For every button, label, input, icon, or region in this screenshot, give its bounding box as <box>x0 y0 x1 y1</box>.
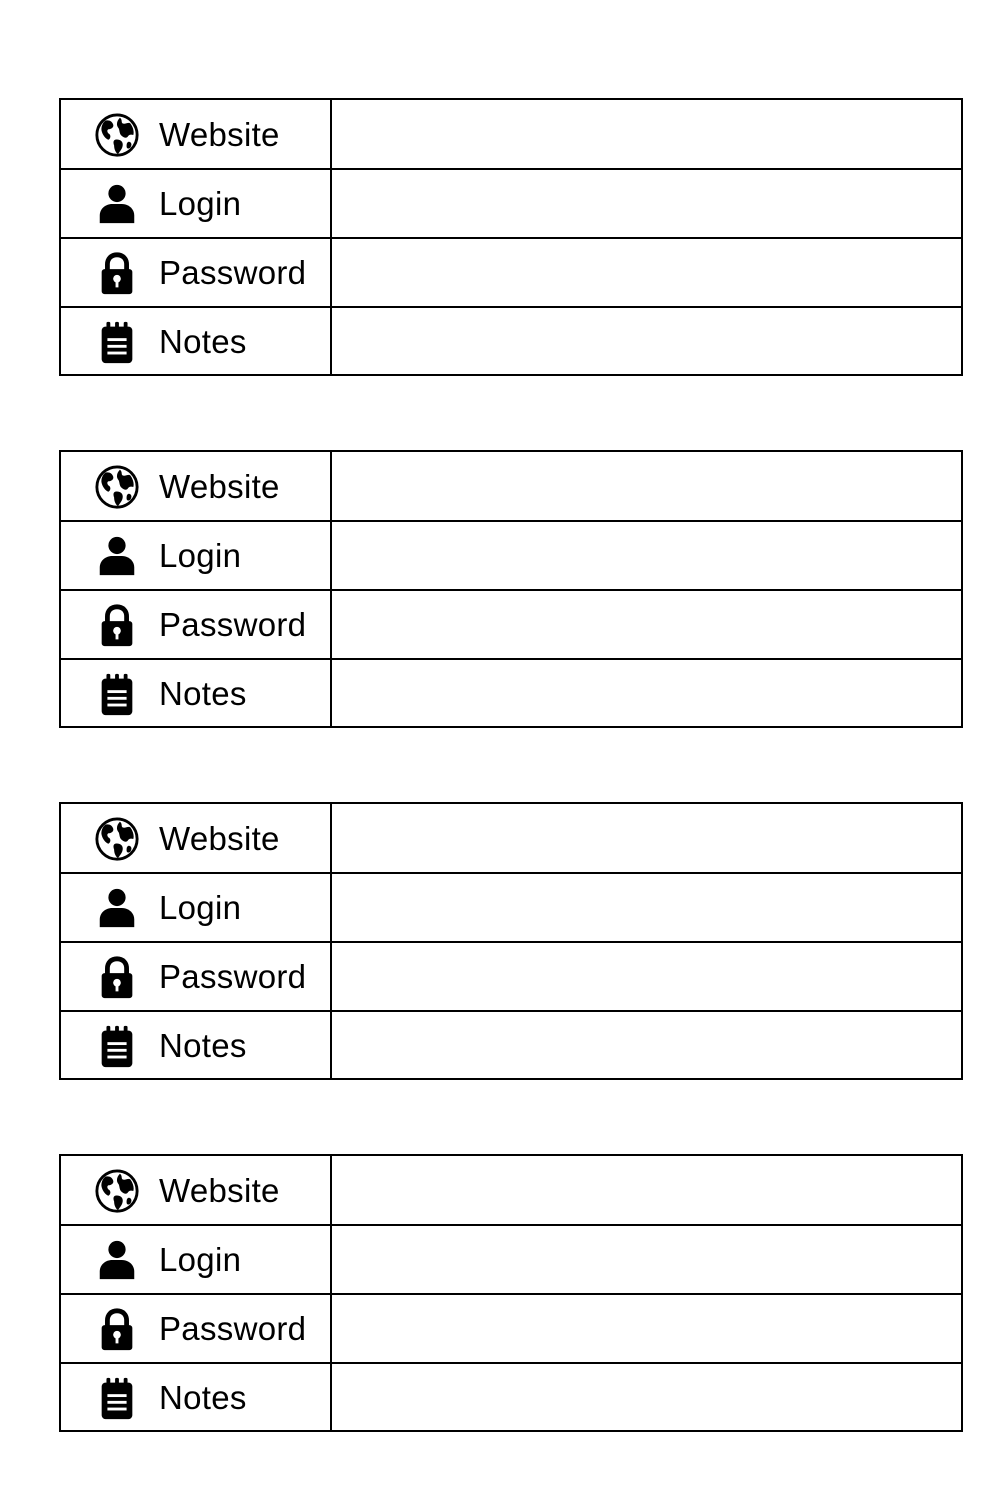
notes-row <box>61 1010 961 1079</box>
website-label: Website <box>159 115 280 153</box>
password-row <box>61 941 961 1010</box>
label-cell <box>61 804 332 873</box>
label-cell <box>61 1295 332 1362</box>
website-value-field[interactable] <box>332 452 961 521</box>
login-value-field[interactable] <box>332 522 961 589</box>
notepad-icon <box>94 1023 140 1069</box>
label-cell <box>61 1012 332 1079</box>
notes-value-field[interactable] <box>332 660 961 727</box>
password-value-field[interactable] <box>332 1295 961 1362</box>
login-label: Login <box>159 888 242 926</box>
globe-icon <box>94 112 140 158</box>
website-row <box>61 1156 961 1225</box>
website-value-field[interactable] <box>332 100 961 169</box>
password-card <box>59 1154 963 1432</box>
password-label: Password <box>159 605 307 643</box>
globe-icon <box>94 816 140 862</box>
notes-label: Notes <box>159 1378 247 1416</box>
lock-icon <box>94 602 140 648</box>
notepad-icon <box>94 1375 140 1421</box>
notes-label: Notes <box>159 674 247 712</box>
lock-icon <box>94 954 140 1000</box>
notes-value-field[interactable] <box>332 1012 961 1079</box>
label-cell <box>61 591 332 658</box>
password-row <box>61 589 961 658</box>
notepad-icon <box>94 319 140 365</box>
notes-value-field[interactable] <box>332 308 961 375</box>
label-cell <box>61 308 332 375</box>
password-label: Password <box>159 253 307 291</box>
website-label: Website <box>159 1171 280 1209</box>
website-row <box>61 804 961 873</box>
notes-row <box>61 1362 961 1431</box>
label-cell <box>61 522 332 589</box>
label-cell <box>61 1156 332 1225</box>
lock-icon <box>94 250 140 296</box>
login-row <box>61 1224 961 1293</box>
password-value-field[interactable] <box>332 943 961 1010</box>
password-card <box>59 450 963 728</box>
login-value-field[interactable] <box>332 170 961 237</box>
website-row <box>61 452 961 521</box>
notes-label: Notes <box>159 322 247 360</box>
label-cell <box>61 100 332 169</box>
password-card <box>59 802 963 1080</box>
notes-value-field[interactable] <box>332 1364 961 1431</box>
password-label: Password <box>159 1309 307 1347</box>
website-label: Website <box>159 819 280 857</box>
password-row <box>61 1293 961 1362</box>
website-value-field[interactable] <box>332 804 961 873</box>
login-value-field[interactable] <box>332 874 961 941</box>
label-cell <box>61 874 332 941</box>
password-label: Password <box>159 957 307 995</box>
login-label: Login <box>159 1240 242 1278</box>
label-cell <box>61 660 332 727</box>
user-icon <box>94 1237 140 1283</box>
website-label: Website <box>159 467 280 505</box>
user-icon <box>94 181 140 227</box>
label-cell <box>61 452 332 521</box>
label-cell <box>61 1226 332 1293</box>
website-value-field[interactable] <box>332 1156 961 1225</box>
login-label: Login <box>159 536 242 574</box>
password-value-field[interactable] <box>332 591 961 658</box>
password-value-field[interactable] <box>332 239 961 306</box>
login-row <box>61 872 961 941</box>
label-cell <box>61 943 332 1010</box>
globe-icon <box>94 1168 140 1214</box>
password-row <box>61 237 961 306</box>
user-icon <box>94 533 140 579</box>
login-label: Login <box>159 184 242 222</box>
user-icon <box>94 885 140 931</box>
login-row <box>61 520 961 589</box>
globe-icon <box>94 464 140 510</box>
notepad-icon <box>94 671 140 717</box>
label-cell <box>61 170 332 237</box>
website-row <box>61 100 961 169</box>
login-value-field[interactable] <box>332 1226 961 1293</box>
notes-row <box>61 658 961 727</box>
notes-row <box>61 306 961 375</box>
lock-icon <box>94 1306 140 1352</box>
notes-label: Notes <box>159 1026 247 1064</box>
label-cell <box>61 239 332 306</box>
password-card <box>59 98 963 376</box>
label-cell <box>61 1364 332 1431</box>
login-row <box>61 168 961 237</box>
